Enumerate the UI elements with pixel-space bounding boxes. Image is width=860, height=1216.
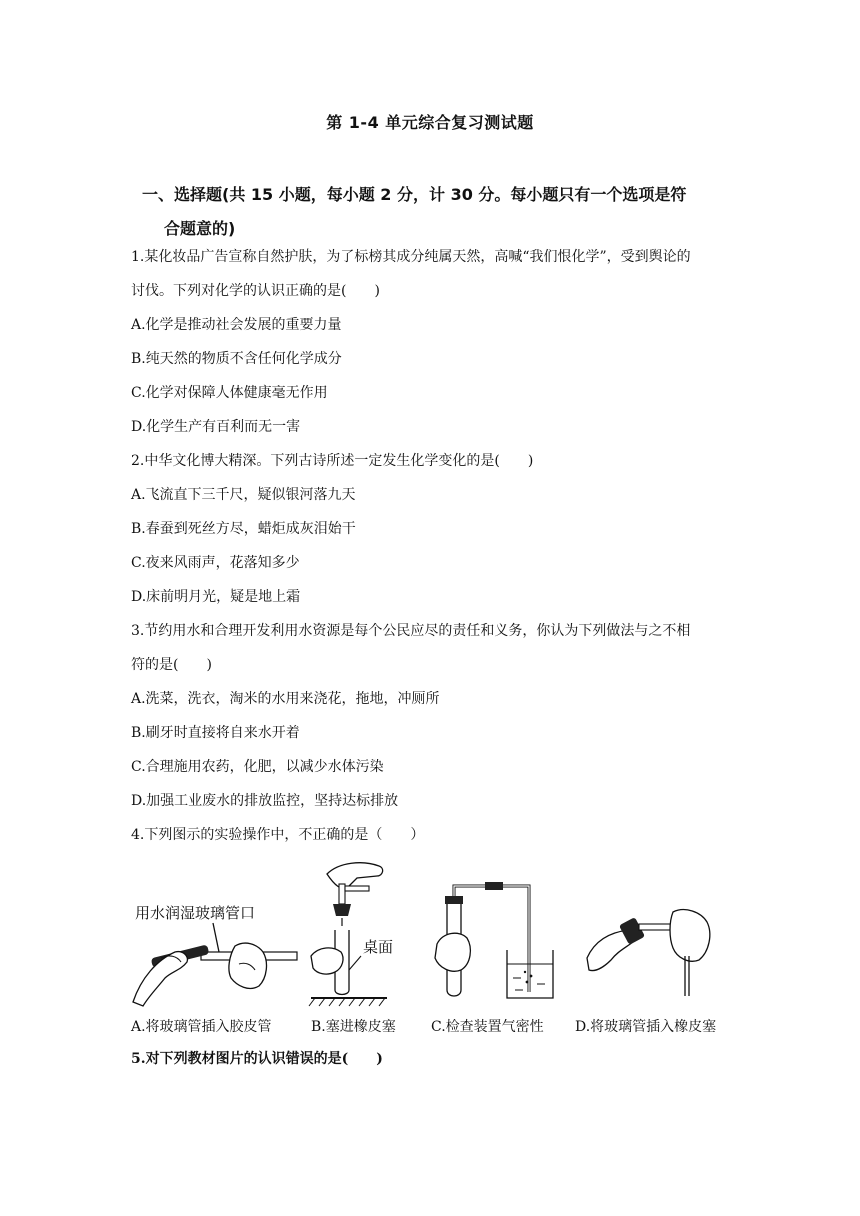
question-2-option-d: D.床前明月光，疑是地上霜 [131, 589, 301, 605]
question-1-option-c: C.化学对保障人体健康毫无作用 [131, 385, 328, 401]
question-3-option-d: D.加强工业废水的排放监控，坚持达标排放 [131, 793, 399, 809]
section-heading-line1: 一、选择题(共 15 小题，每小题 2 分，计 30 分。每小题只有一个选项是符 [142, 185, 687, 204]
question-5-stem: 5.对下列教材图片的认识错误的是( ) [131, 1051, 383, 1067]
figure-c-airtightness-check [431, 860, 561, 1010]
question-3-stem-line2: 符的是( ) [131, 657, 212, 673]
question-3-option-a: A.洗菜，洗衣，淘米的水用来浇花，拖地，冲厕所 [131, 691, 440, 707]
figure-b-stopper-into-tube [307, 860, 417, 1010]
question-1-option-a: A.化学是推动社会发展的重要力量 [131, 317, 342, 333]
question-2-stem: 2.中华文化博大精深。下列古诗所述一定发生化学变化的是( ) [131, 453, 534, 469]
question-4-stem: 4.下列图示的实验操作中，不正确的是（ ） [131, 827, 425, 843]
question-1-option-d: D.化学生产有百利而无一害 [131, 419, 301, 435]
figure-a-tube-into-hose [131, 860, 301, 1010]
section-heading-line2: 合题意的) [164, 219, 236, 238]
question-4-option-b: B.塞进橡皮塞 [311, 1019, 396, 1035]
page-title: 第 1-4 单元综合复习测试题 [326, 113, 534, 132]
question-4-option-a: A.将玻璃管插入胶皮管 [131, 1019, 272, 1035]
question-3-stem-line1: 3.节约用水和合理开发利用水资源是每个公民应尽的责任和义务，你认为下列做法与之不相 [131, 623, 691, 639]
question-4-captions [131, 1012, 731, 1042]
figure-a-label: 用水润湿玻璃管口 [135, 904, 256, 922]
question-1-stem-line1: 1.某化妆品广告宣称自然护肤，为了标榜其成分纯属天然，高喊“我们恨化学”，受到舆论的 [131, 249, 691, 265]
question-2-option-b: B.春蚕到死丝方尽，蜡炬成灰泪始干 [131, 521, 356, 537]
section-heading [142, 178, 732, 246]
question-3-option-c: C.合理施用农药，化肥，以减少水体污染 [131, 759, 384, 775]
question-1-stem-line2: 讨伐。下列对化学的认识正确的是( ) [131, 283, 380, 299]
question-4-option-c: C.检查装置气密性 [431, 1019, 544, 1035]
question-4-figures [131, 860, 731, 1012]
figure-b-label: 桌面 [363, 938, 394, 956]
question-2-option-c: C.夜来风雨声，花落知多少 [131, 555, 300, 571]
question-list [131, 240, 731, 1076]
question-2-option-a: A.飞流直下三千尺，疑似银河落九天 [131, 487, 356, 503]
question-1-option-b: B.纯天然的物质不含任何化学成分 [131, 351, 342, 367]
figure-d-tube-into-stopper [577, 860, 747, 1010]
question-4-option-d: D.将玻璃管插入橡皮塞 [575, 1019, 717, 1035]
question-3-option-b: B.刷牙时直接将自来水开着 [131, 725, 300, 741]
